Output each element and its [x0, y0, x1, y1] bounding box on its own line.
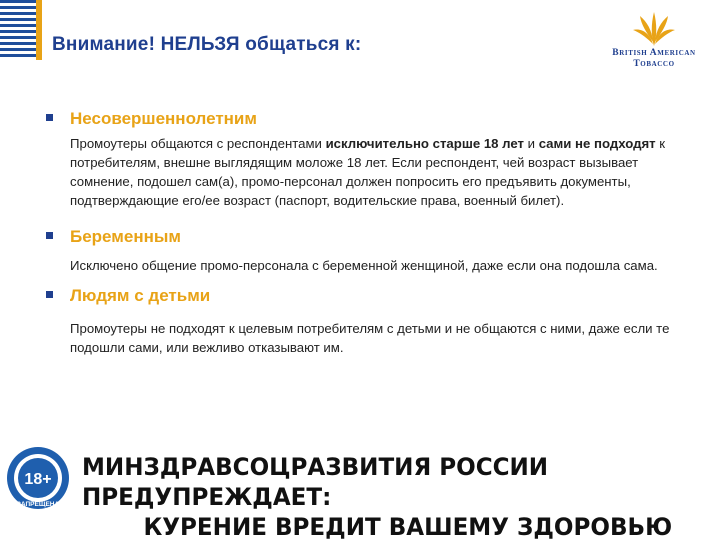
text-segment: и [523, 136, 539, 151]
badge-label: ЗАПРЕЩЕНА [16, 501, 60, 508]
section-text: Исключено общение промо-персонала с беременной женщиной, даже если она подошла сама. [70, 258, 658, 273]
logo-text-line2: Tobacco [633, 59, 675, 69]
warning-line2: КУРЕНИЕ ВРЕДИТ ВАШЕМУ ЗДОРОВЬЮ [143, 513, 673, 541]
main-content [46, 108, 686, 357]
text-segment: к потребителям, внешне выглядящим моложе 18 лет. Если респондент, чей возраст вызывает сомнение, подошел сам(а), промо-персонал должен попросить его предъявить документы, подтверждающие его/ее возраст (паспорт, водительские права, военный билет). [70, 136, 666, 208]
section-text: Промоутеры не подходят к целевым потребителям с детьми и не общаются с ними, даже если те подошли сами, или вежливо отказывают им. [70, 321, 670, 355]
health-warning [82, 452, 687, 542]
logo-text-line1: British American [612, 48, 696, 58]
text-emphasis: сами не подходят [538, 136, 656, 151]
bullet-icon [46, 291, 53, 298]
age-restriction-badge-icon [6, 446, 70, 510]
decorative-stripes [0, 0, 42, 60]
section-heading: Людям с детьми [70, 286, 211, 305]
section-text [70, 134, 686, 210]
section-heading: Несовершеннолетним [70, 109, 257, 128]
section-heading: Беременным [70, 227, 181, 246]
tobacco-leaf-icon [631, 8, 677, 48]
section-pregnant [46, 226, 686, 275]
warning-line1: МИНЗДРАВСОЦРАЗВИТИЯ РОССИИ ПРЕДУПРЕЖДАЕТ: [82, 453, 549, 511]
text-emphasis: исключительно старше 18 лет [325, 136, 524, 151]
section-minors [46, 108, 686, 210]
bullet-icon [46, 114, 53, 121]
section-with-children [46, 285, 686, 357]
bat-logo [598, 8, 710, 78]
page-title: Внимание! НЕЛЬЗЯ общаться к: [52, 34, 362, 55]
bullet-icon [46, 232, 53, 239]
badge-number: 18+ [24, 471, 52, 488]
text-segment: Промоутеры общаются с респондентами [70, 136, 326, 151]
